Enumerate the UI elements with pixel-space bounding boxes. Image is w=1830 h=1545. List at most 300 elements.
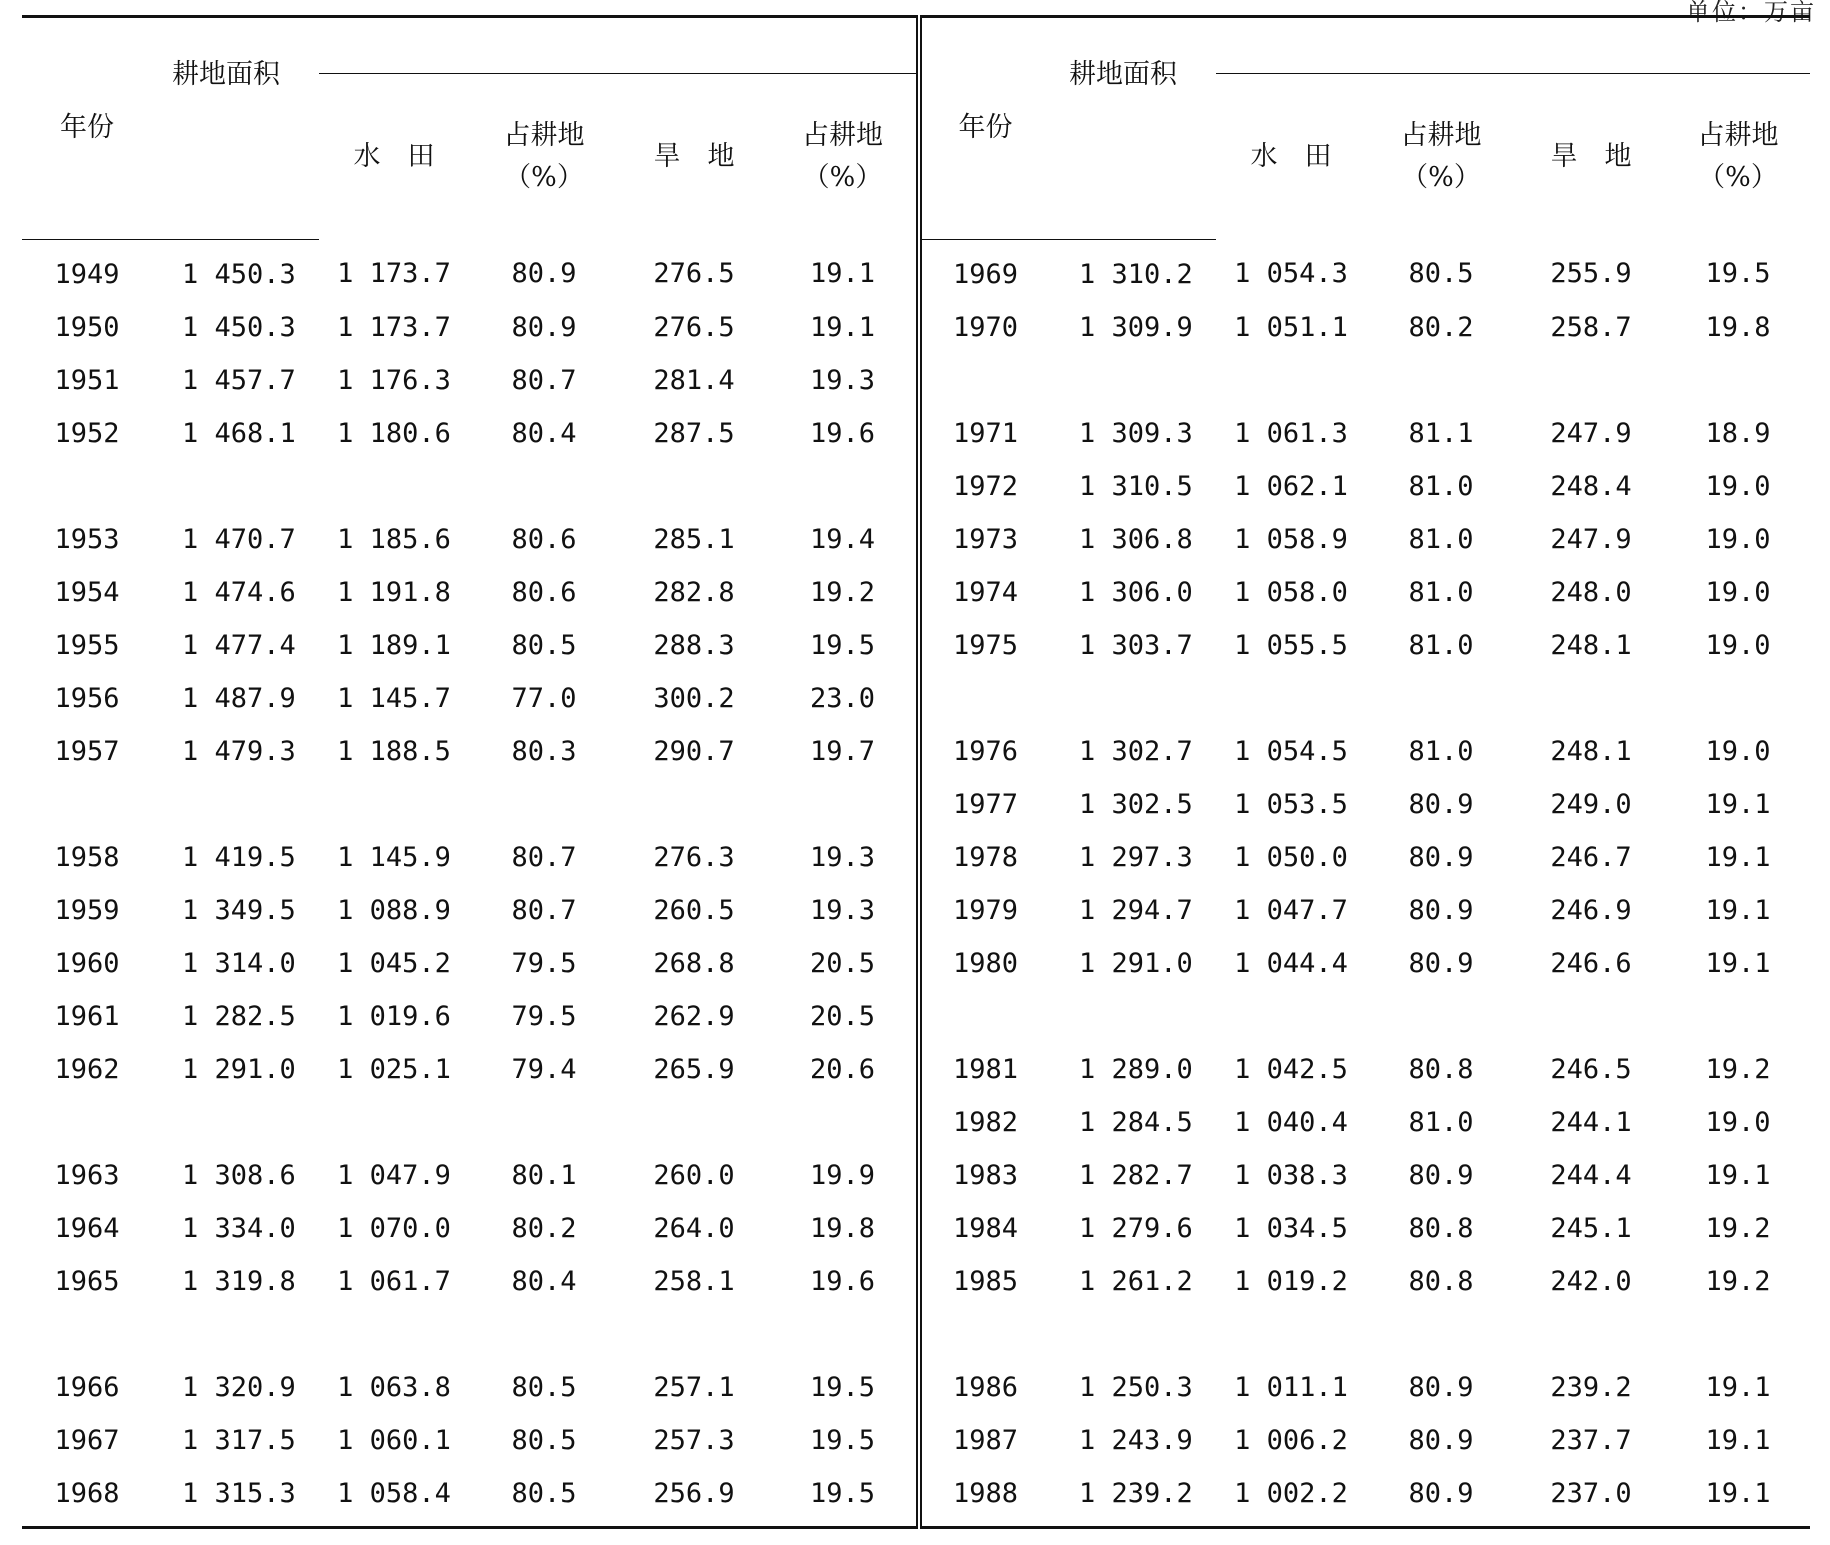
right-dry-cell: 248.4 xyxy=(1550,470,1632,502)
left-dry-pct-cell: 19.9 xyxy=(769,1149,919,1202)
right-paddy-cell: 1 062.1 xyxy=(1234,470,1348,502)
right-total-cell: 1 303.7 xyxy=(1079,629,1193,661)
right-total-cell: 1 294.7 xyxy=(1079,894,1193,926)
right-dry-pct-cell: 19.1 xyxy=(1705,1159,1771,1191)
right-total-cell: 1 284.5 xyxy=(1079,1106,1193,1138)
table-row xyxy=(22,354,1810,407)
right-dry-cell: 246.7 xyxy=(1550,841,1632,873)
right-dry-cell: 258.7 xyxy=(1550,311,1632,343)
left-paddy-pct-cell: 80.7 xyxy=(511,894,577,926)
right-dry-cell xyxy=(1516,354,1666,407)
left-total-cell: 1 468.1 xyxy=(182,417,296,449)
right-paddy-cell: 1 054.3 xyxy=(1234,258,1348,290)
right-year-cell xyxy=(919,1308,1049,1361)
left-paddy-pct-cell xyxy=(469,1308,619,1361)
right-paddy-cell xyxy=(1216,672,1366,725)
left-dry-cell xyxy=(619,1096,769,1149)
table-row xyxy=(22,1255,1810,1308)
right-paddy-cell: 1 040.4 xyxy=(1234,1106,1348,1138)
right-dry-pct-cell xyxy=(1666,354,1810,407)
right-paddy-pct-cell: 81.0 xyxy=(1408,576,1474,608)
left-total-cell: 1 474.6 xyxy=(182,576,296,608)
right-paddy-cell xyxy=(1216,354,1366,407)
right-total-cell: 1 310.5 xyxy=(1079,470,1193,502)
left-dry-pct-cell: 19.8 xyxy=(769,1202,919,1255)
left-total-cell: 1 419.5 xyxy=(182,841,296,873)
right-dry-pct-cell: 19.0 xyxy=(1705,523,1771,555)
header-paddy-right: 水 田 xyxy=(1216,74,1366,240)
left-paddy-pct-cell: 80.2 xyxy=(511,1212,577,1244)
right-total-cell: 1 309.3 xyxy=(1079,417,1193,449)
left-paddy-cell: 1 088.9 xyxy=(337,894,451,926)
farmland-statistics-table xyxy=(22,15,1810,1529)
left-dry-pct-cell: 19.6 xyxy=(769,407,919,460)
right-paddy-pct-cell xyxy=(1366,354,1516,407)
right-paddy-cell: 1 055.5 xyxy=(1234,629,1348,661)
left-paddy-cell: 1 019.6 xyxy=(337,1000,451,1032)
right-year-cell: 1978 xyxy=(952,841,1019,873)
table-row xyxy=(22,301,1810,354)
right-paddy-cell: 1 050.0 xyxy=(1234,841,1348,873)
left-paddy-cell: 1 173.7 xyxy=(337,311,451,343)
left-paddy-cell xyxy=(319,1096,469,1149)
left-paddy-pct-cell: 80.9 xyxy=(511,311,577,343)
right-total-cell: 1 310.2 xyxy=(1079,258,1193,290)
right-paddy-pct-cell: 80.9 xyxy=(1408,947,1474,979)
table-row xyxy=(22,460,1810,513)
right-total-cell: 1 309.9 xyxy=(1079,311,1193,343)
left-dry-pct-cell xyxy=(769,460,919,513)
left-dry-pct-cell: 20.6 xyxy=(769,1043,919,1096)
right-dry-cell: 237.7 xyxy=(1550,1424,1632,1456)
table-row xyxy=(22,513,1810,566)
left-year-cell: 1958 xyxy=(54,841,120,873)
right-total-cell: 1 243.9 xyxy=(1079,1424,1193,1456)
left-year-cell: 1959 xyxy=(54,894,120,926)
left-dry-pct-cell: 19.5 xyxy=(769,1361,919,1414)
right-paddy-pct-cell: 81.0 xyxy=(1408,1106,1474,1138)
left-dry-pct-cell: 19.7 xyxy=(769,725,919,778)
right-paddy-cell: 1 047.7 xyxy=(1234,894,1348,926)
header-paddy-pct-right: 占耕地 （%） xyxy=(1366,74,1516,240)
table-row xyxy=(22,566,1810,619)
right-year-cell: 1981 xyxy=(952,1053,1019,1085)
left-year-cell: 1966 xyxy=(54,1371,120,1403)
left-year-cell: 1949 xyxy=(54,258,120,290)
right-year-cell: 1985 xyxy=(952,1265,1019,1297)
left-paddy-pct-cell: 80.5 xyxy=(511,1424,577,1456)
header-dry-pct-left: 占耕地 （%） xyxy=(769,74,919,240)
right-total-cell: 1 306.8 xyxy=(1079,523,1193,555)
right-paddy-pct-cell: 80.9 xyxy=(1408,1424,1474,1456)
right-year-cell: 1986 xyxy=(952,1371,1019,1403)
left-total-cell: 1 334.0 xyxy=(182,1212,296,1244)
left-total-cell xyxy=(152,1308,319,1361)
right-dry-pct-cell: 19.1 xyxy=(1705,1371,1771,1403)
right-dry-pct-cell: 19.1 xyxy=(1705,894,1771,926)
left-year-cell: 1961 xyxy=(54,1000,120,1032)
left-dry-pct-cell: 19.6 xyxy=(769,1255,919,1308)
right-paddy-cell: 1 044.4 xyxy=(1234,947,1348,979)
right-dry-cell: 248.0 xyxy=(1550,576,1632,608)
table-row xyxy=(22,1043,1810,1096)
left-year-cell: 1955 xyxy=(54,629,120,661)
left-total-cell: 1 349.5 xyxy=(182,894,296,926)
left-paddy-pct-cell: 80.5 xyxy=(511,629,577,661)
right-dry-pct-cell: 19.0 xyxy=(1705,470,1771,502)
right-dry-pct-cell: 19.0 xyxy=(1705,629,1771,661)
right-paddy-cell: 1 061.3 xyxy=(1234,417,1348,449)
right-dry-cell: 244.4 xyxy=(1550,1159,1632,1191)
right-paddy-pct-cell: 80.5 xyxy=(1408,258,1474,290)
left-paddy-pct-cell: 80.1 xyxy=(511,1159,577,1191)
left-dry-cell: 264.0 xyxy=(653,1212,735,1244)
left-year-cell: 1953 xyxy=(54,523,120,555)
right-dry-cell: 244.1 xyxy=(1550,1106,1632,1138)
left-year-cell: 1967 xyxy=(54,1424,120,1456)
header-total-right: 耕地面积 xyxy=(1049,17,1216,240)
right-dry-cell: 246.9 xyxy=(1550,894,1632,926)
header-dry-left: 旱 地 xyxy=(619,74,769,240)
right-year-cell: 1976 xyxy=(952,735,1019,767)
right-dry-pct-cell: 19.0 xyxy=(1705,576,1771,608)
header-dry-pct-right: 占耕地 （%） xyxy=(1666,74,1810,240)
left-total-cell: 1 479.3 xyxy=(182,735,296,767)
right-total-cell: 1 302.5 xyxy=(1079,788,1193,820)
left-dry-cell xyxy=(619,778,769,831)
right-dry-pct-cell: 19.1 xyxy=(1705,947,1771,979)
left-paddy-cell: 1 185.6 xyxy=(337,523,451,555)
left-year-cell: 1960 xyxy=(54,947,120,979)
left-total-cell: 1 487.9 xyxy=(182,682,296,714)
left-dry-cell: 285.1 xyxy=(653,523,735,555)
right-paddy-pct-cell xyxy=(1366,672,1516,725)
left-paddy-pct-cell: 80.9 xyxy=(511,258,577,290)
left-dry-pct-cell: 19.5 xyxy=(769,619,919,672)
right-total-cell: 1 250.3 xyxy=(1079,1371,1193,1403)
right-year-cell: 1980 xyxy=(952,947,1019,979)
left-total-cell: 1 320.9 xyxy=(182,1371,296,1403)
left-total-cell: 1 477.4 xyxy=(182,629,296,661)
right-dry-cell: 239.2 xyxy=(1550,1371,1632,1403)
right-dry-pct-cell xyxy=(1666,990,1810,1043)
right-dry-pct-cell: 19.5 xyxy=(1705,258,1771,290)
left-dry-cell: 268.8 xyxy=(653,947,735,979)
right-year-cell xyxy=(919,354,1049,407)
right-dry-cell: 246.5 xyxy=(1550,1053,1632,1085)
left-paddy-pct-cell: 80.3 xyxy=(511,735,577,767)
right-paddy-cell: 1 053.5 xyxy=(1234,788,1348,820)
right-year-cell: 1982 xyxy=(952,1106,1019,1138)
right-paddy-pct-cell xyxy=(1366,1308,1516,1361)
right-dry-cell: 237.0 xyxy=(1516,1467,1666,1528)
left-dry-cell: 287.5 xyxy=(653,417,735,449)
header-year-left: 年份 xyxy=(22,17,152,240)
table-row xyxy=(22,672,1810,725)
right-paddy-pct-cell xyxy=(1366,990,1516,1043)
right-dry-cell: 242.0 xyxy=(1550,1265,1632,1297)
right-dry-pct-cell: 19.8 xyxy=(1705,311,1771,343)
right-year-cell: 1972 xyxy=(952,470,1019,502)
right-year-cell: 1979 xyxy=(952,894,1019,926)
right-paddy-cell: 1 058.9 xyxy=(1234,523,1348,555)
table-row xyxy=(22,990,1810,1043)
right-dry-pct-cell: 19.1 xyxy=(1666,1467,1810,1528)
left-dry-pct-cell: 19.3 xyxy=(769,831,919,884)
table-row xyxy=(22,407,1810,460)
header-paddy-left: 水 田 xyxy=(319,74,469,240)
left-dry-cell: 265.9 xyxy=(653,1053,735,1085)
right-paddy-pct-cell: 81.1 xyxy=(1408,417,1474,449)
left-paddy-pct-cell: 80.5 xyxy=(511,1371,577,1403)
right-year-cell: 1984 xyxy=(952,1212,1019,1244)
left-dry-cell: 282.8 xyxy=(653,576,735,608)
left-total-cell: 1 282.5 xyxy=(182,1000,296,1032)
right-year-cell: 1987 xyxy=(952,1424,1019,1456)
table-row xyxy=(22,239,1810,301)
left-paddy-cell: 1 145.9 xyxy=(337,841,451,873)
right-paddy-cell: 1 002.2 xyxy=(1216,1467,1366,1528)
right-paddy-cell: 1 051.1 xyxy=(1234,311,1348,343)
right-paddy-cell: 1 038.3 xyxy=(1234,1159,1348,1191)
left-total-cell: 1 308.6 xyxy=(182,1159,296,1191)
left-total-cell: 1 470.7 xyxy=(182,523,296,555)
header-paddy-pct-left: 占耕地 （%） xyxy=(469,74,619,240)
left-year-cell: 1954 xyxy=(54,576,120,608)
right-year-cell xyxy=(919,990,1049,1043)
right-year-cell: 1988 xyxy=(919,1467,1049,1528)
right-paddy-pct-cell: 80.9 xyxy=(1408,841,1474,873)
right-dry-cell: 248.1 xyxy=(1550,735,1632,767)
left-total-cell: 1 450.3 xyxy=(182,311,296,343)
left-total-cell: 1 291.0 xyxy=(182,1053,296,1085)
left-dry-cell: 256.9 xyxy=(619,1467,769,1528)
farmland-statistics-table-page xyxy=(22,15,1810,1515)
left-paddy-cell: 1 060.1 xyxy=(337,1424,451,1456)
left-paddy-cell: 1 188.5 xyxy=(337,735,451,767)
right-dry-pct-cell: 19.0 xyxy=(1705,735,1771,767)
left-paddy-cell xyxy=(319,460,469,513)
right-paddy-cell: 1 058.0 xyxy=(1234,576,1348,608)
left-dry-cell: 276.3 xyxy=(653,841,735,873)
left-total-cell: 1 314.0 xyxy=(182,947,296,979)
right-dry-pct-cell: 19.1 xyxy=(1705,841,1771,873)
left-paddy-cell: 1 173.7 xyxy=(337,258,451,290)
right-paddy-pct-cell: 80.9 xyxy=(1408,788,1474,820)
table-body xyxy=(22,239,1810,1527)
right-dry-pct-cell xyxy=(1666,1308,1810,1361)
left-paddy-cell: 1 145.7 xyxy=(337,682,451,714)
right-paddy-cell: 1 006.2 xyxy=(1234,1424,1348,1456)
left-paddy-pct-cell: 79.4 xyxy=(511,1053,577,1085)
header-year-right: 年份 xyxy=(919,17,1049,240)
right-year-cell: 1970 xyxy=(952,311,1019,343)
left-dry-pct-cell xyxy=(769,1308,919,1361)
right-paddy-cell: 1 054.5 xyxy=(1234,735,1348,767)
right-total-cell xyxy=(1049,1308,1216,1361)
left-paddy-cell: 1 061.7 xyxy=(337,1265,451,1297)
right-year-cell: 1975 xyxy=(952,629,1019,661)
left-total-cell: 1 319.8 xyxy=(182,1265,296,1297)
right-total-cell: 1 291.0 xyxy=(1079,947,1193,979)
left-dry-cell: 300.2 xyxy=(653,682,735,714)
header-spacer-left xyxy=(319,17,919,74)
right-paddy-cell: 1 034.5 xyxy=(1234,1212,1348,1244)
left-total-cell xyxy=(152,460,319,513)
left-paddy-cell: 1 058.4 xyxy=(319,1467,469,1528)
left-year-cell: 1964 xyxy=(54,1212,120,1244)
right-paddy-pct-cell: 81.0 xyxy=(1408,629,1474,661)
left-paddy-pct-cell: 79.5 xyxy=(511,947,577,979)
left-paddy-cell: 1 045.2 xyxy=(337,947,451,979)
left-year-cell: 1951 xyxy=(54,364,120,396)
right-total-cell: 1 289.0 xyxy=(1079,1053,1193,1085)
left-dry-pct-cell xyxy=(769,1096,919,1149)
left-dry-pct-cell: 19.1 xyxy=(769,239,919,301)
left-paddy-pct-cell: 79.5 xyxy=(511,1000,577,1032)
left-paddy-cell: 1 047.9 xyxy=(337,1159,451,1191)
unit-note: 单位：万亩 xyxy=(1686,0,1816,26)
right-dry-cell xyxy=(1516,672,1666,725)
left-paddy-pct-cell: 80.7 xyxy=(511,364,577,396)
right-paddy-pct-cell: 80.9 xyxy=(1408,1159,1474,1191)
right-dry-pct-cell: 19.0 xyxy=(1705,1106,1771,1138)
right-total-cell: 1 302.7 xyxy=(1079,735,1193,767)
left-dry-pct-cell: 19.1 xyxy=(769,301,919,354)
left-dry-pct-cell: 19.3 xyxy=(769,354,919,407)
left-paddy-cell: 1 189.1 xyxy=(337,629,451,661)
left-dry-pct-cell: 20.5 xyxy=(769,990,919,1043)
right-total-cell: 1 282.7 xyxy=(1079,1159,1193,1191)
left-paddy-cell: 1 191.8 xyxy=(337,576,451,608)
left-paddy-cell xyxy=(319,1308,469,1361)
right-paddy-pct-cell: 81.0 xyxy=(1408,735,1474,767)
left-dry-cell xyxy=(619,460,769,513)
left-dry-cell: 257.3 xyxy=(653,1424,735,1456)
right-dry-cell xyxy=(1516,990,1666,1043)
left-dry-pct-cell: 20.5 xyxy=(769,937,919,990)
left-year-cell xyxy=(22,1308,152,1361)
right-dry-cell: 248.1 xyxy=(1550,629,1632,661)
left-year-cell: 1963 xyxy=(54,1159,120,1191)
left-dry-cell: 262.9 xyxy=(653,1000,735,1032)
table-row xyxy=(22,778,1810,831)
left-paddy-pct-cell xyxy=(469,1096,619,1149)
left-paddy-cell: 1 070.0 xyxy=(337,1212,451,1244)
right-paddy-pct-cell: 80.9 xyxy=(1408,894,1474,926)
header-spacer-right xyxy=(1216,17,1810,74)
table-row xyxy=(22,725,1810,778)
left-paddy-pct-cell xyxy=(469,778,619,831)
table-row xyxy=(22,1202,1810,1255)
right-dry-pct-cell: 19.1 xyxy=(1705,788,1771,820)
left-total-cell xyxy=(152,1096,319,1149)
table-row xyxy=(22,937,1810,990)
right-paddy-cell xyxy=(1216,990,1366,1043)
right-total-cell xyxy=(1049,354,1216,407)
left-paddy-cell: 1 180.6 xyxy=(337,417,451,449)
right-paddy-pct-cell: 80.9 xyxy=(1366,1467,1516,1528)
right-dry-cell: 249.0 xyxy=(1550,788,1632,820)
left-year-cell xyxy=(22,1096,152,1149)
left-year-cell xyxy=(22,460,152,513)
left-total-cell: 1 450.3 xyxy=(182,258,296,290)
left-dry-cell: 260.0 xyxy=(653,1159,735,1191)
left-dry-pct-cell: 19.5 xyxy=(769,1467,919,1528)
left-dry-cell: 276.5 xyxy=(653,311,735,343)
left-dry-cell: 290.7 xyxy=(653,735,735,767)
right-paddy-pct-cell: 80.8 xyxy=(1408,1265,1474,1297)
left-paddy-cell: 1 176.3 xyxy=(337,364,451,396)
table-row xyxy=(22,1096,1810,1149)
right-paddy-pct-cell: 80.8 xyxy=(1408,1212,1474,1244)
left-paddy-cell xyxy=(319,778,469,831)
right-year-cell xyxy=(919,672,1049,725)
right-total-cell xyxy=(1049,990,1216,1043)
left-year-cell: 1950 xyxy=(54,311,120,343)
right-dry-pct-cell xyxy=(1666,672,1810,725)
left-dry-cell: 288.3 xyxy=(653,629,735,661)
table-row xyxy=(22,831,1810,884)
right-total-cell xyxy=(1049,672,1216,725)
table-row xyxy=(22,1361,1810,1414)
left-paddy-pct-cell xyxy=(469,460,619,513)
left-paddy-cell: 1 063.8 xyxy=(337,1371,451,1403)
right-dry-pct-cell: 19.1 xyxy=(1705,1424,1771,1456)
left-year-cell: 1957 xyxy=(54,735,120,767)
left-dry-pct-cell: 19.4 xyxy=(769,513,919,566)
right-year-cell: 1974 xyxy=(952,576,1019,608)
right-year-cell: 1971 xyxy=(952,417,1019,449)
right-total-cell: 1 306.0 xyxy=(1079,576,1193,608)
left-year-cell: 1956 xyxy=(54,682,120,714)
left-paddy-pct-cell: 77.0 xyxy=(511,682,577,714)
right-paddy-pct-cell: 81.0 xyxy=(1408,470,1474,502)
left-total-cell: 1 317.5 xyxy=(182,1424,296,1456)
left-year-cell: 1962 xyxy=(54,1053,120,1085)
left-total-cell xyxy=(152,778,319,831)
table-row xyxy=(22,1149,1810,1202)
left-dry-pct-cell: 19.5 xyxy=(769,1414,919,1467)
left-dry-cell: 276.5 xyxy=(653,258,735,290)
right-paddy-cell xyxy=(1216,1308,1366,1361)
left-dry-pct-cell: 19.2 xyxy=(769,566,919,619)
left-total-cell: 1 315.3 xyxy=(152,1467,319,1528)
left-dry-pct-cell xyxy=(769,778,919,831)
right-dry-cell: 255.9 xyxy=(1550,258,1632,290)
right-year-cell: 1977 xyxy=(952,788,1019,820)
table-row xyxy=(22,619,1810,672)
left-paddy-pct-cell: 80.7 xyxy=(511,841,577,873)
left-paddy-pct-cell: 80.5 xyxy=(469,1467,619,1528)
left-dry-pct-cell: 23.0 xyxy=(769,672,919,725)
right-year-cell: 1969 xyxy=(952,258,1019,290)
right-dry-cell: 246.6 xyxy=(1550,947,1632,979)
right-paddy-pct-cell: 81.0 xyxy=(1408,523,1474,555)
left-dry-cell: 258.1 xyxy=(653,1265,735,1297)
left-dry-pct-cell: 19.3 xyxy=(769,884,919,937)
right-paddy-pct-cell: 80.8 xyxy=(1408,1053,1474,1085)
left-dry-cell xyxy=(619,1308,769,1361)
right-dry-pct-cell: 19.2 xyxy=(1705,1212,1771,1244)
left-year-cell: 1968 xyxy=(22,1467,152,1528)
left-dry-cell: 257.1 xyxy=(653,1371,735,1403)
left-year-cell: 1952 xyxy=(54,417,120,449)
right-total-cell: 1 279.6 xyxy=(1079,1212,1193,1244)
right-dry-cell: 245.1 xyxy=(1550,1212,1632,1244)
header-dry-right: 旱 地 xyxy=(1516,74,1666,240)
right-paddy-cell: 1 042.5 xyxy=(1234,1053,1348,1085)
